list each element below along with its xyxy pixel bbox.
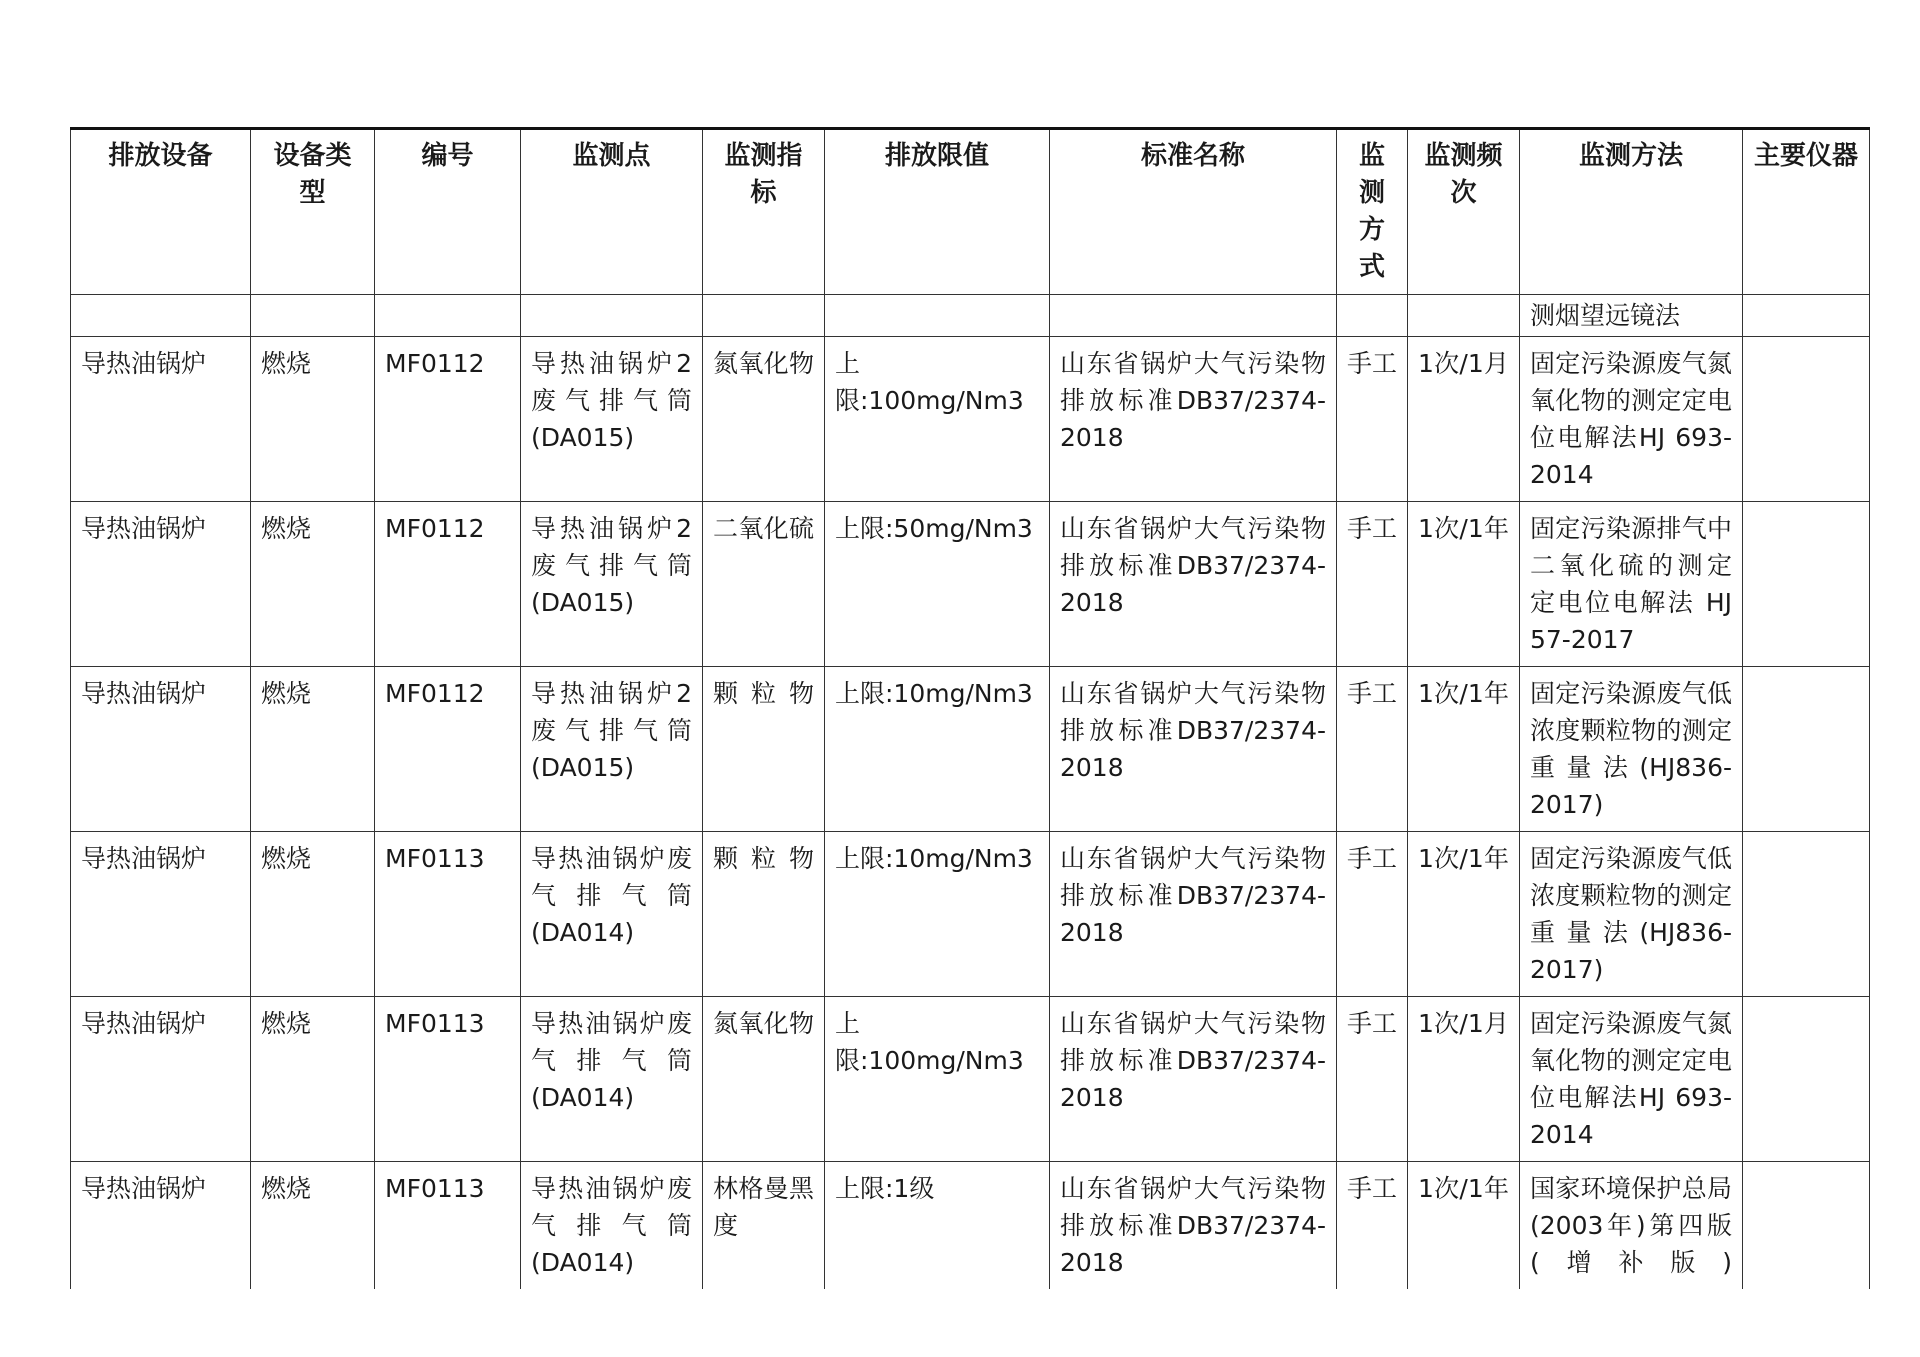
- monitoring-table: [70, 127, 1870, 1289]
- table-cell: 固定污染源废气低浓度颗粒物的测定 重量法(HJ836-2017): [1520, 832, 1743, 997]
- table-cell: [1050, 295, 1337, 337]
- header-cell: 主要仪器: [1743, 129, 1870, 295]
- header-cell: 排放限值: [825, 129, 1050, 295]
- table-cell: 导热油锅炉: [71, 337, 251, 502]
- table-cell: 手工: [1337, 667, 1408, 832]
- header-cell: 监测点: [521, 129, 703, 295]
- table-row: [71, 997, 1870, 1162]
- table-cell: [71, 295, 251, 337]
- table-cell: 山东省锅炉大气污染物排放标准DB37/2374-2018: [1050, 337, 1337, 502]
- table-cell: 固定污染源排气中二氧化硫的测定 定电位电解法 HJ 57-2017: [1520, 502, 1743, 667]
- table-cell: 1次/1年: [1408, 1162, 1520, 1290]
- table-cell: 上限:50mg/Nm3: [825, 502, 1050, 667]
- table-cell: 导热油锅炉2废气排气筒(DA015): [521, 337, 703, 502]
- table-cell: 燃烧: [251, 337, 375, 502]
- table-cell: 山东省锅炉大气污染物排放标准DB37/2374-2018: [1050, 997, 1337, 1162]
- table-cell: 燃烧: [251, 502, 375, 667]
- table-cell: 二氧化硫: [703, 502, 825, 667]
- table-cell: 上限:10mg/Nm3: [825, 832, 1050, 997]
- table-row: [71, 502, 1870, 667]
- table-cell: 山东省锅炉大气污染物排放标准DB37/2374-2018: [1050, 502, 1337, 667]
- table-cell: 导热油锅炉: [71, 1162, 251, 1290]
- table-cell: 氮氧化物: [703, 337, 825, 502]
- header-cell: 监测频次: [1408, 129, 1520, 295]
- table-cell: MF0113: [375, 1162, 521, 1290]
- table-cell: [703, 295, 825, 337]
- table-cell: 固定污染源废气氮氧化物的测定定电位电解法HJ 693-2014: [1520, 997, 1743, 1162]
- header-cell: 设备类型: [251, 129, 375, 295]
- table-cell: 1次/1月: [1408, 997, 1520, 1162]
- table-cell: 颗粒物: [703, 667, 825, 832]
- table-cell: MF0112: [375, 502, 521, 667]
- table-cell: 手工: [1337, 1162, 1408, 1290]
- table-cell: 国家环境保护总局(2003年)第四版(增补版): [1520, 1162, 1743, 1290]
- table-cell: 手工: [1337, 997, 1408, 1162]
- table-cell: [1743, 502, 1870, 667]
- table-cell: [521, 295, 703, 337]
- table-cell: [1743, 667, 1870, 832]
- table-cell: [1743, 997, 1870, 1162]
- header-cell: 标准名称: [1050, 129, 1337, 295]
- table-cell: [1743, 1162, 1870, 1290]
- table-cell: [1408, 295, 1520, 337]
- table-cell: 手工: [1337, 832, 1408, 997]
- table-row: [71, 832, 1870, 997]
- header-cell: 监测方式: [1337, 129, 1408, 295]
- table-cell: 颗粒物: [703, 832, 825, 997]
- table-cell: MF0113: [375, 997, 521, 1162]
- table-row: [71, 337, 1870, 502]
- table-cell: 燃烧: [251, 1162, 375, 1290]
- table-cell: MF0112: [375, 667, 521, 832]
- table-cell: 燃烧: [251, 832, 375, 997]
- table-cell: [1743, 295, 1870, 337]
- table-cell: 山东省锅炉大气污染物排放标准DB37/2374-2018: [1050, 832, 1337, 997]
- table-cell: [1337, 295, 1408, 337]
- table-cell: 导热油锅炉2废气排气筒(DA015): [521, 667, 703, 832]
- table-cell: 导热油锅炉: [71, 502, 251, 667]
- table-cell: 测烟望远镜法: [1520, 295, 1743, 337]
- table-cell: 导热油锅炉废气排气筒(DA014): [521, 1162, 703, 1290]
- table-cell: 导热油锅炉: [71, 832, 251, 997]
- table-cell: [1743, 337, 1870, 502]
- table-cell: [375, 295, 521, 337]
- table-cell: 上限:100mg/Nm3: [825, 997, 1050, 1162]
- table-cell: 上限:10mg/Nm3: [825, 667, 1050, 832]
- table-cell: 导热油锅炉2废气排气筒(DA015): [521, 502, 703, 667]
- table-cell: 导热油锅炉: [71, 667, 251, 832]
- table-cell: 固定污染源废气氮氧化物的测定定电位电解法HJ 693-2014: [1520, 337, 1743, 502]
- table-cell: 1次/1年: [1408, 667, 1520, 832]
- header-cell: 排放设备: [71, 129, 251, 295]
- table-cell: 1次/1月: [1408, 337, 1520, 502]
- table-cell: 1次/1年: [1408, 832, 1520, 997]
- table-cell: 导热油锅炉废气排气筒(DA014): [521, 997, 703, 1162]
- table-cell: 导热油锅炉废气排气筒(DA014): [521, 832, 703, 997]
- table-cell: 手工: [1337, 337, 1408, 502]
- table-cell: 燃烧: [251, 997, 375, 1162]
- table-cell: 林格曼黑度: [703, 1162, 825, 1290]
- table-cell: 山东省锅炉大气污染物排放标准DB37/2374-2018: [1050, 667, 1337, 832]
- table-row: [71, 667, 1870, 832]
- table-cell: 上限:100mg/Nm3: [825, 337, 1050, 502]
- table-cell: MF0113: [375, 832, 521, 997]
- table-cell: 氮氧化物: [703, 997, 825, 1162]
- table-cell: [1743, 832, 1870, 997]
- header-cell: 监测方法: [1520, 129, 1743, 295]
- table-cell: MF0112: [375, 337, 521, 502]
- table-row: [71, 1162, 1870, 1290]
- table-cell: 固定污染源废气低浓度颗粒物的测定 重量法(HJ836-2017): [1520, 667, 1743, 832]
- table-cell: 导热油锅炉: [71, 997, 251, 1162]
- header-cell: 监测指标: [703, 129, 825, 295]
- table-cell: 手工: [1337, 502, 1408, 667]
- table-cell: [251, 295, 375, 337]
- table-cell: 燃烧: [251, 667, 375, 832]
- continuation-row: [71, 295, 1870, 337]
- header-cell: 编号: [375, 129, 521, 295]
- table-cell: 1次/1年: [1408, 502, 1520, 667]
- header-row: [71, 129, 1870, 295]
- table-cell: [825, 295, 1050, 337]
- table-cell: 上限:1级: [825, 1162, 1050, 1290]
- table-cell: 山东省锅炉大气污染物排放标准DB37/2374-2018: [1050, 1162, 1337, 1290]
